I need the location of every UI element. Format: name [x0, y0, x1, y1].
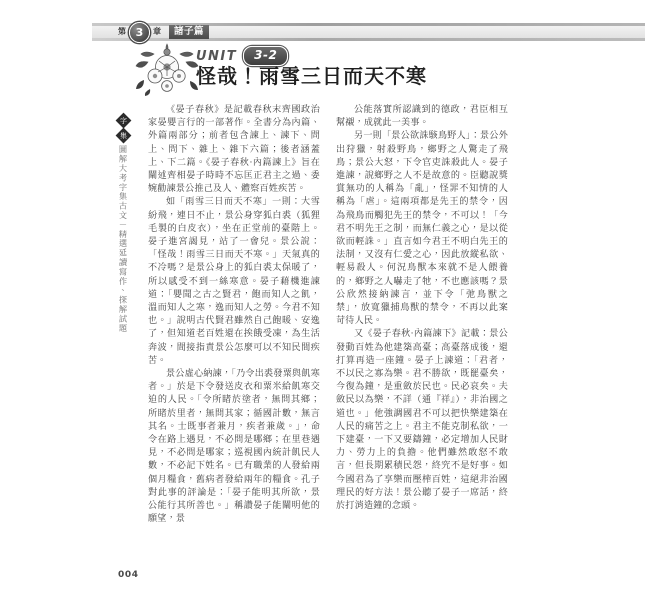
page-number: 004: [118, 570, 139, 580]
paragraph: 公能落實所認識到的德政，君臣相互幫襯，成就此一美事。: [336, 105, 508, 129]
unit-heading-row: [196, 46, 288, 66]
unit-number-badge: 3-2: [243, 46, 288, 66]
svg-text:字: 字: [119, 117, 127, 125]
side-title-text: 圖解大考字集古文－精選延讀寫作、探解試題: [118, 145, 129, 333]
chapter-suffix-label: 章: [153, 27, 161, 36]
body-columns: [148, 104, 606, 527]
chapter-number-badge: 3: [129, 22, 150, 43]
vertical-side-title: [112, 112, 134, 333]
diamond-ornament-icon-secondary: [115, 127, 132, 144]
svg-text:集: 集: [119, 132, 127, 140]
paragraph: 《晏子春秋》是記載春秋末齊國政治家晏嬰言行的一部著作。全書分為內篇、外篇兩部分；前者包含諫上、諫下、問上、問下、雜上、雜下六篇；後者涵蓋上、下二篇。《晏子春秋‧內篇諫上》旨在闡述齊相晏子時時不忘匡正君主之過、委婉勸諫景公推己及人、體察百姓疾苦。: [148, 105, 320, 195]
header-band: [0, 23, 645, 41]
page-title: 怪哉！雨雪三日而天不寒: [196, 64, 427, 88]
left-text-column: [148, 104, 320, 527]
right-text-column: [336, 104, 508, 527]
chapter-prefix-label: 第: [118, 27, 126, 36]
paragraph: 如「雨雪三日而天不寒」一則：大雪紛飛，連日不止，景公身穿狐白裘（狐狸毛製的白皮衣），坐在正堂前的臺階上。晏子進宮謁見，站了一會兒。景公說：「怪哉！雨雪三日而天不寒。」天氣真的不冷嗎？是景公身上的狐白裘太保暖了，所以感受不到一絲寒意。晏子藉機進諫道：「嬰聞之古之賢君，飽而知人之飢，溫而知人之寒，逸而知人之勞。今君不知也。」說明古代賢君雖然自己飽暖、安逸了，但知道老百姓還在挨餓受凍，為生活奔波，間接指責景公怎麼可以不知民間疾苦。: [148, 197, 320, 366]
paragraph: 又《晏子春秋‧內篇諫下》記載：景公發動百姓為他建築高臺；高臺落成後，還打算再造一座鐘。晏子上諫道：「君者，不以民之寡為樂。君不勝欲，既罷臺矣，今復為鐘，是重斂於民也。民必哀矣。夫斂民以為樂，不詳（通『祥』），非治國之道也。」他強調國君不可以把快樂建築在人民的痛苦之上。君主不能克制私欲，一下建臺，一下又要鑄鐘，必定增加人民財力、勞力上的負擔。他們雖然敢怒不敢言，但長期累積民怨，終究不是好事。如今國君為了享樂而壓榨百姓，這絕非治國理民的好方法！景公聽了晏子一席話，終於打消造鐘的念頭。: [336, 329, 508, 512]
paragraph: 另一則「景公欲誅駭鳥野人」：景公外出狩獵，射殺野鳥，鄉野之人驚走了飛鳥；景公大怒，下令官吏誅殺此人。晏子進諫，說鄉野之人不是故意的。臣聽說獎賞無功的人稱為「亂」，怪罪不知情的人稱為「虐」。這兩項都是先王的禁令，因為飛鳥而觸犯先王的禁令，不可以！「今君不明先王之制，而無仁義之心，是以從欲而輕誅。」直言如今君王不明白先王的法制，又沒有仁愛之心，因此放縱私欲、輕易殺人。何況鳥獸本來就不是人餵養的，鄉野之人嚇走了牠，不也應該嗎？景公欣然接納諫言，並下令「弛鳥獸之禁」，放寬獵捕鳥獸的禁令，不再以此案苛待人民。: [336, 131, 508, 327]
floral-ornament-icon: [134, 40, 202, 96]
section-label: 諸子篇: [169, 25, 209, 40]
unit-word-label: UNIT: [196, 48, 238, 64]
paragraph: 景公虛心納諫，「乃令出裘發粟與飢寒者。」於是下令發送皮衣和粟米給飢寒交迫的人民。「令所睹於塗者，無問其鄉；所睹於里者，無問其家；循國計數，無言其名。士既事者兼月，疾者兼歲。」，命令在路上遇見，不必問是哪鄉；在里巷遇見，不必問是哪家；巡視國內統計飢民人數，不必記下姓名。已有職業的人發給兩個月糧食，舊病者發給兩年的糧食。孔子對此事的評論是：「晏子能明其所欲，景公能行其所善也。」稱讚晏子能闡明他的願望，景: [148, 369, 320, 525]
